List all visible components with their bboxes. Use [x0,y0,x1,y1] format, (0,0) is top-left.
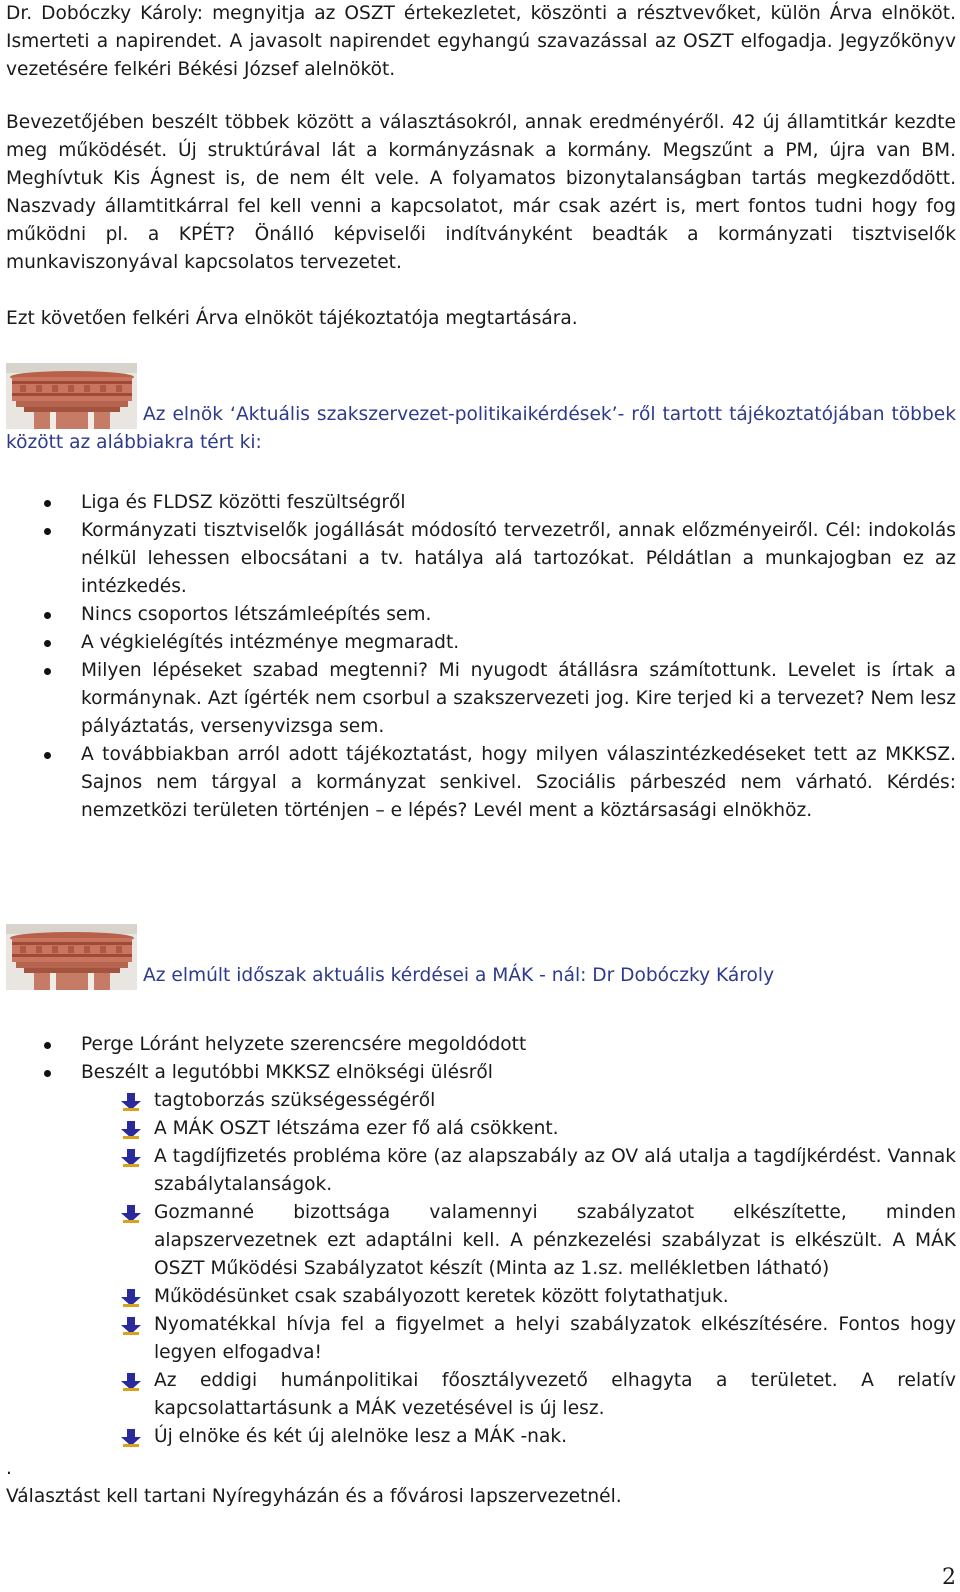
list-item: A továbbiakban arról adott tájékoztatást, hogy milyen válaszintézkedéseket tett az MKKSZ. Sajnos nem tárgyal a kormányzat senkivel. Szociális párbeszéd nem várható. Kérdés: nemzetközi területen történjen – e lépés? Levél ment a köztársasági elnökhöz. [6,741,956,825]
sub-list-item: A tagdíjfizetés probléma köre (az alapszabály az OV alá utalja a tagdíjkérdést. Vannak szabálytalanságok. [6,1143,956,1199]
list-item: Nincs csoportos létszámleépítés sem. [6,601,956,629]
closing-paragraph [6,1483,956,1511]
sub-list-item: tagtoborzás szükségességéről [6,1087,956,1115]
list-item: Beszélt a legutóbbi MKKSZ elnökségi ülésről [6,1059,956,1087]
tower-image-1 [6,363,137,429]
dot-line [6,1455,956,1483]
intro-text-1: Dr. Dobóczky Károly: megnyitja az OSZT értekezletet, köszönti a résztvevőket, külön Árva elnököt. Ismerteti a napirendet. A javasolt napirendet egyhangú szavazással az OSZT elfogadja. Jegyzőkönyv vezetésére felkéri Békési József alelnököt. [6,3,956,80]
list-item: Kormányzati tisztviselők jogállását módosító tervezetről, annak előzményeiről. Cél: indokolás nélkül lehessen elbocsátani a tv. hatálya alá tartozókat. Példátlan a munkajogban ez az intézkedés. [6,517,956,601]
dot-text: . [6,1458,12,1479]
sub-list [6,1087,956,1451]
section1-list [6,489,956,825]
sub-list-item: Nyomatékkal hívja fel a figyelmet a helyi szabályzatok elkészítésére. Fontos hogy legyen elfogadva! [6,1311,956,1367]
intro-paragraph-1 [6,0,956,84]
closing-text: Választást kell tartani Nyíregyházán és a fővárosi lapszervezetnél. [6,1486,622,1507]
sub-list-item: Működésünket csak szabályozott keretek között folytathatjuk. [6,1283,956,1311]
arrow-down-icon [119,1205,143,1223]
section1-header [6,363,956,457]
sub-list-item: Új elnöke és két új alelnöke lesz a MÁK -nak. [6,1423,956,1451]
arrow-down-icon [119,1429,143,1447]
list-item: Perge Lóránt helyzete szerencsére megoldódott [6,1031,956,1059]
arrow-down-icon [119,1373,143,1391]
intro-text-3: Ezt követően felkéri Árva elnököt tájékoztatója megtartására. [6,308,578,329]
list-item: A végkielégítés intézménye megmaradt. [6,629,956,657]
sub-list-item: Gozmanné bizottsága valamennyi szabályzatot elkészítette, minden alapszervezetnek ezt adaptálni kell. A pénzkezelési szabályzat is elkészült. A MÁK OSZT Működési Szabályzatot készít (Minta az 1.sz. mellékletben látható) [6,1199,956,1283]
section2-list [6,1031,956,1451]
arrow-down-icon [119,1121,143,1139]
section2-heading: Az elmúlt időszak aktuális kérdései a MÁK - nál: Dr Dobóczky Károly [143,965,775,986]
section2-header [6,924,956,990]
sub-list-item: Az eddigi humánpolitikai főosztályvezető elhagyta a területet. A relatív kapcsolattartásunk a MÁK vezetésével is új lesz. [6,1367,956,1423]
list-item: Liga és FLDSZ közötti feszültségről [6,489,956,517]
tower-image-2 [6,924,137,990]
page-number: 2 [942,1565,956,1590]
arrow-down-icon [119,1149,143,1167]
section1-heading: Az elnök ‘Aktuális szakszervezet-politikaikérdések’- ről tartott tájékoztatójában többek között az alábbiakra tért ki: [6,404,956,453]
arrow-down-icon [119,1093,143,1111]
intro-paragraph-2 [6,109,956,277]
arrow-down-icon [119,1289,143,1307]
intro-text-2: Bevezetőjében beszélt többek között a választásokról, annak eredményéről. 42 új államtitkár kezdte meg működését. Új struktúrával lát a kormányzásnak a kormány. Megszűnt a PM, újra van BM. Meghívtuk Kis Ágnest is, de nem élt vele. A folyamatos bizonytalanságban tartás megkezdődött. Naszvady államtitkárral fel kell venni a kapcsolatot, már csak azért is, mert fontos tudni hogy fog működni pl. a KPÉT? Önálló képviselői indítványként beadták a kormányzati tisztviselők munkaviszonyával kapcsolatos tervezetet. [6,112,956,273]
sub-list-item: A MÁK OSZT létszáma ezer fő alá csökkent. [6,1115,956,1143]
intro-paragraph-3 [6,305,956,333]
list-item: Milyen lépéseket szabad megtenni? Mi nyugodt átállásra számítottunk. Levelet is írtak a kormánynak. Azt ígérték nem csorbul a szakszervezeti jog. Kire terjed ki a tervezet? Nem lesz pályáztatás, versenyvizsga sem. [6,657,956,741]
arrow-down-icon [119,1317,143,1335]
